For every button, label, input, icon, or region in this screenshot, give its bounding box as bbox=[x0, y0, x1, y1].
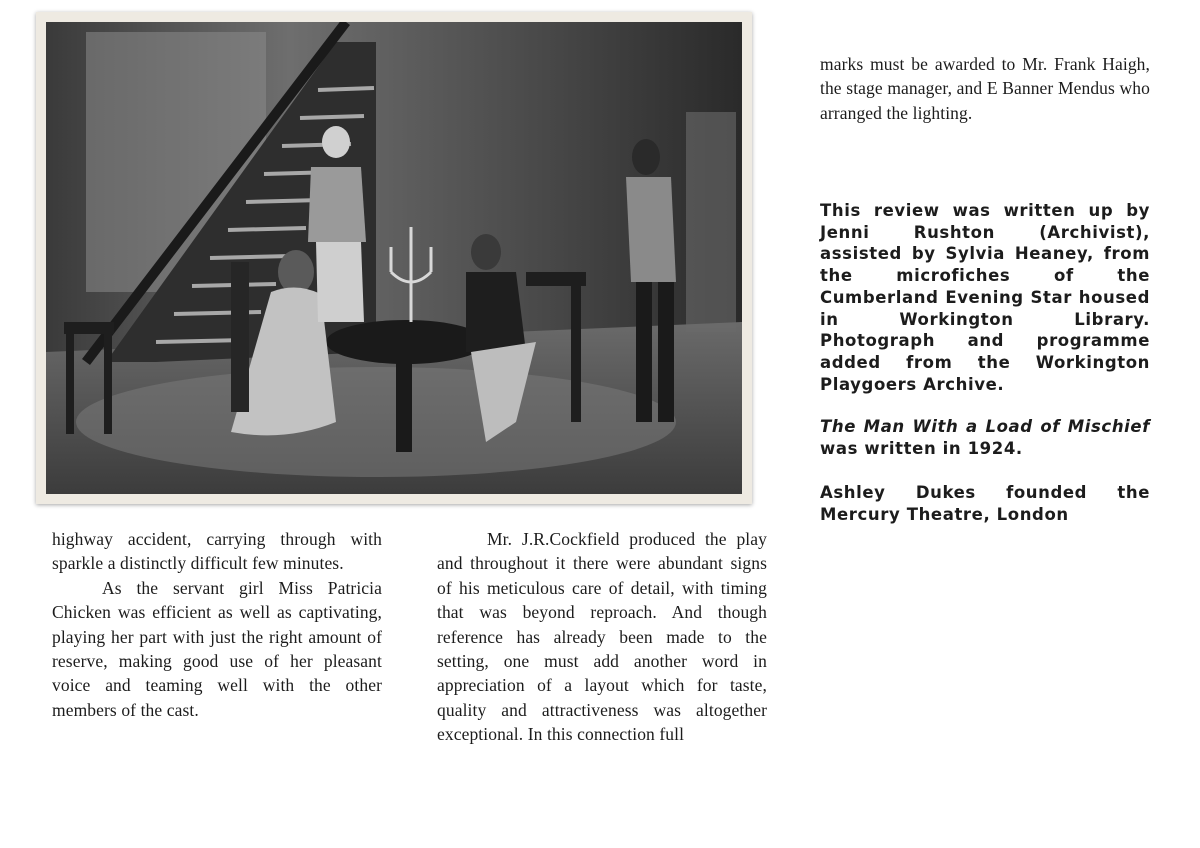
column-3-paragraph-1: marks must be awarded to Mr. Frank Haigh, the stage manager, and E Banner Mendus who arranged the lighting. bbox=[820, 54, 1150, 123]
column-2-paragraph-1: Mr. J.R.Cockfield produced the play and throughout it there were abundant signs of his meticulous care of detail, with timing that was beyond reproach. And though reference has already been made to the setting, one must add another word in appreciation of a layout which for taste, quality and attractiveness was altogether exceptional. In this connection full bbox=[437, 529, 767, 745]
play-title: The Man With a Load of Mischief bbox=[820, 417, 1150, 436]
column-1-paragraph-2: As the servant girl Miss Patricia Chicken was efficient as well as captivating, playing her part with just the right amount of reserve, making good use of her pleasant voice and teaming well with the other members of the cast. bbox=[52, 577, 382, 720]
play-date-text bbox=[820, 416, 1150, 459]
archivist-credit-note bbox=[820, 200, 1150, 395]
founder-note bbox=[820, 482, 1150, 525]
play-written-text: was written in 1924. bbox=[820, 438, 1023, 458]
stage-photograph-icon bbox=[46, 22, 742, 494]
article-column-3 bbox=[820, 52, 1150, 125]
play-date-note bbox=[820, 416, 1150, 459]
stage-photograph bbox=[36, 12, 752, 504]
column-1-paragraph-1: highway accident, carrying through with sparkle a distinctly difficult few minutes. bbox=[52, 529, 382, 574]
founder-text: Ashley Dukes founded the Mercury Theatre, London bbox=[820, 483, 1150, 524]
article-column-2 bbox=[437, 527, 767, 747]
credit-text: This review was written up by Jenni Rushton (Archivist), assisted by Sylvia Heaney, from the microfiches of the Cumberland Evening Star housed in Workington Library. Photograph and programme added from the Workington Playgoers Archive. bbox=[820, 201, 1150, 394]
article-column-1 bbox=[52, 527, 382, 722]
